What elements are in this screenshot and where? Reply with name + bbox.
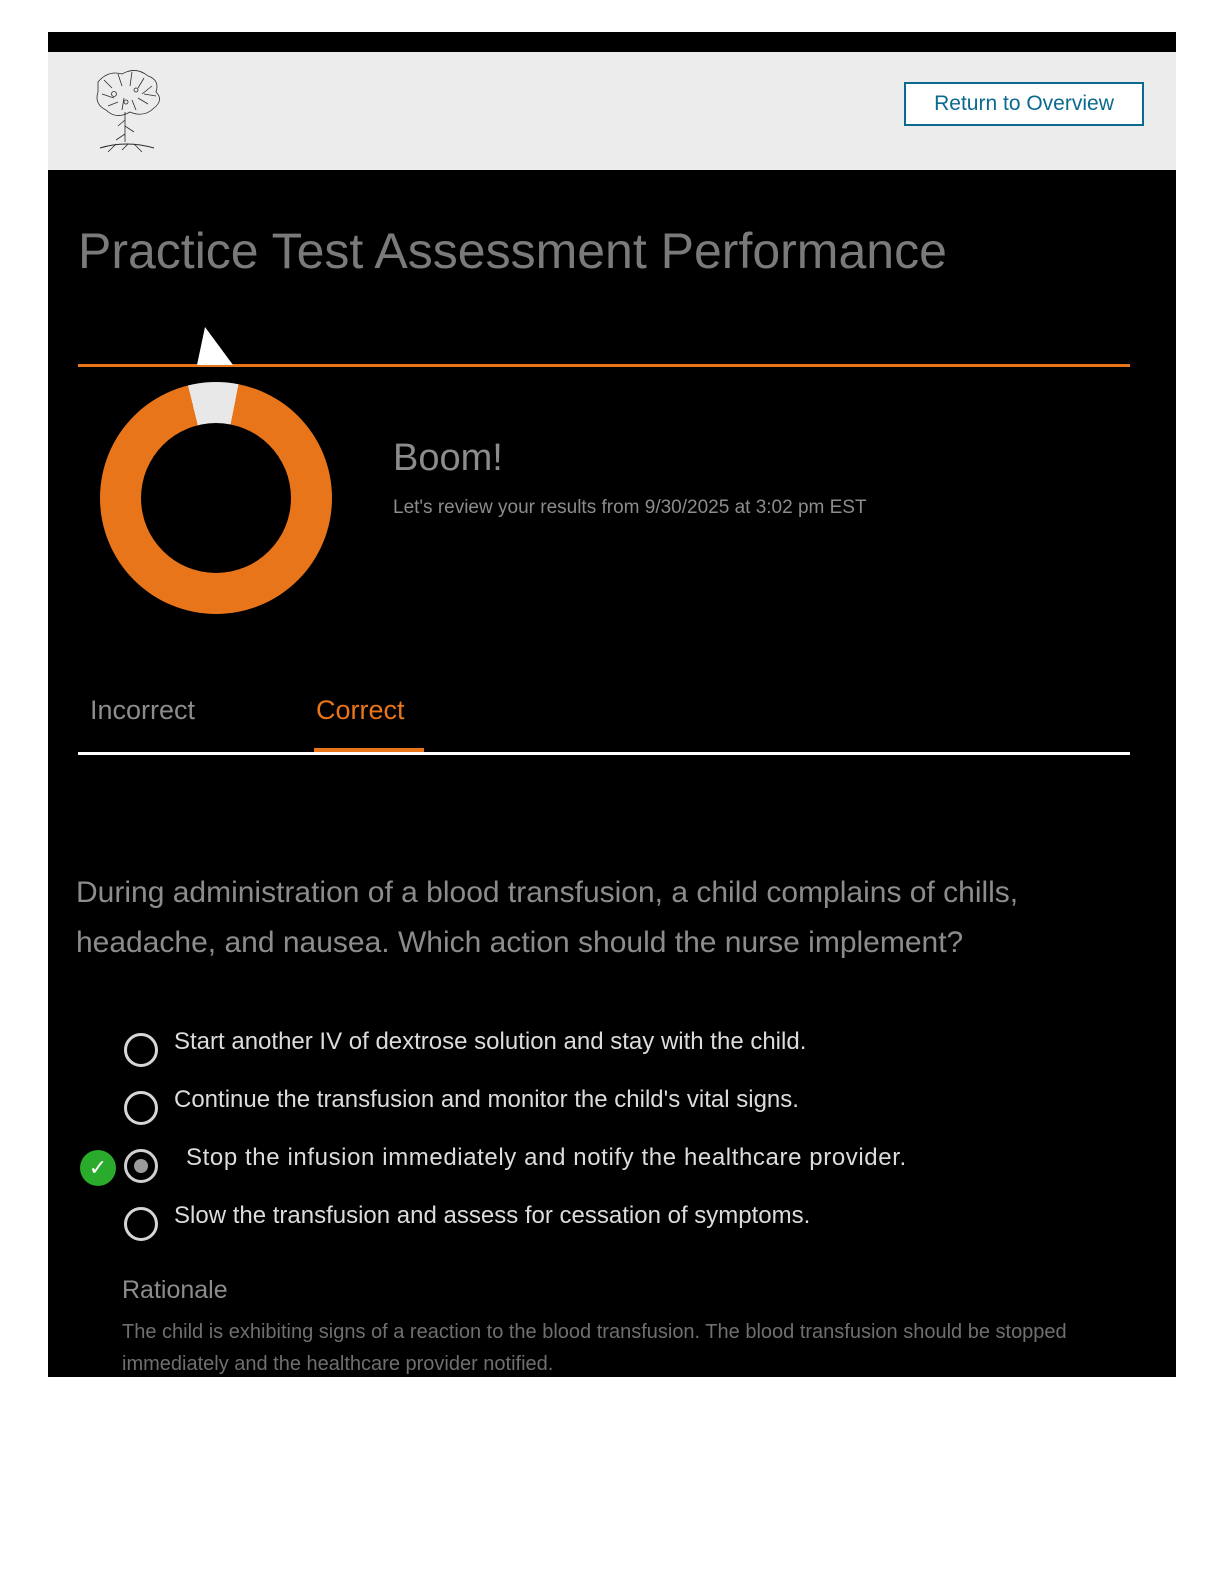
results-tabs <box>78 695 1130 753</box>
progress-pointer-icon <box>197 327 233 365</box>
answer-option-1[interactable] <box>76 1022 1096 1080</box>
header-bar <box>48 52 1176 170</box>
result-subtext: Let's review your results from 9/30/2025 at 3:02 pm EST <box>393 497 867 518</box>
answer-option-3-label: Stop the infusion immediately and notify the healthcare provider. <box>186 1144 907 1171</box>
answer-option-2-label: Continue the transfusion and monitor the child's vital signs. <box>174 1086 799 1113</box>
answer-option-4[interactable] <box>76 1196 1096 1254</box>
radio-button-1[interactable] <box>124 1033 158 1067</box>
correct-check-icon: ✓ <box>80 1150 116 1186</box>
return-to-overview-button[interactable]: Return to Overview <box>904 82 1144 126</box>
answer-option-2[interactable] <box>76 1080 1096 1138</box>
rationale-label: Rationale <box>122 1276 228 1304</box>
result-heading: Boom! <box>393 437 503 479</box>
tree-logo-icon <box>78 64 174 158</box>
answer-option-1-label: Start another IV of dextrose solution and stay with the child. <box>174 1028 807 1055</box>
radio-button-2[interactable] <box>124 1091 158 1125</box>
question-text: During administration of a blood transfusion, a child complains of chills, headache, and nausea. Which action should the nurse implement? <box>76 876 1019 959</box>
tabs-divider <box>78 752 1130 755</box>
answer-option-4-label: Slow the transfusion and assess for cessation of symptoms. <box>174 1202 811 1229</box>
score-donut-chart <box>100 382 332 614</box>
tab-incorrect[interactable]: Incorrect <box>90 695 196 725</box>
page-title: Practice Test Assessment Performance <box>78 223 947 279</box>
answer-options <box>76 1022 1096 1254</box>
radio-button-3[interactable] <box>124 1149 158 1183</box>
answer-option-3[interactable] <box>76 1138 1096 1196</box>
title-divider <box>78 364 1130 367</box>
rationale-text: The child is exhibiting signs of a reaction to the blood transfusion. The blood transfusion should be stopped immediately and the healthcare provider notified. <box>122 1321 1067 1375</box>
radio-button-4[interactable] <box>124 1207 158 1241</box>
donut-hole <box>141 423 291 573</box>
tab-correct[interactable]: Correct <box>316 695 405 725</box>
